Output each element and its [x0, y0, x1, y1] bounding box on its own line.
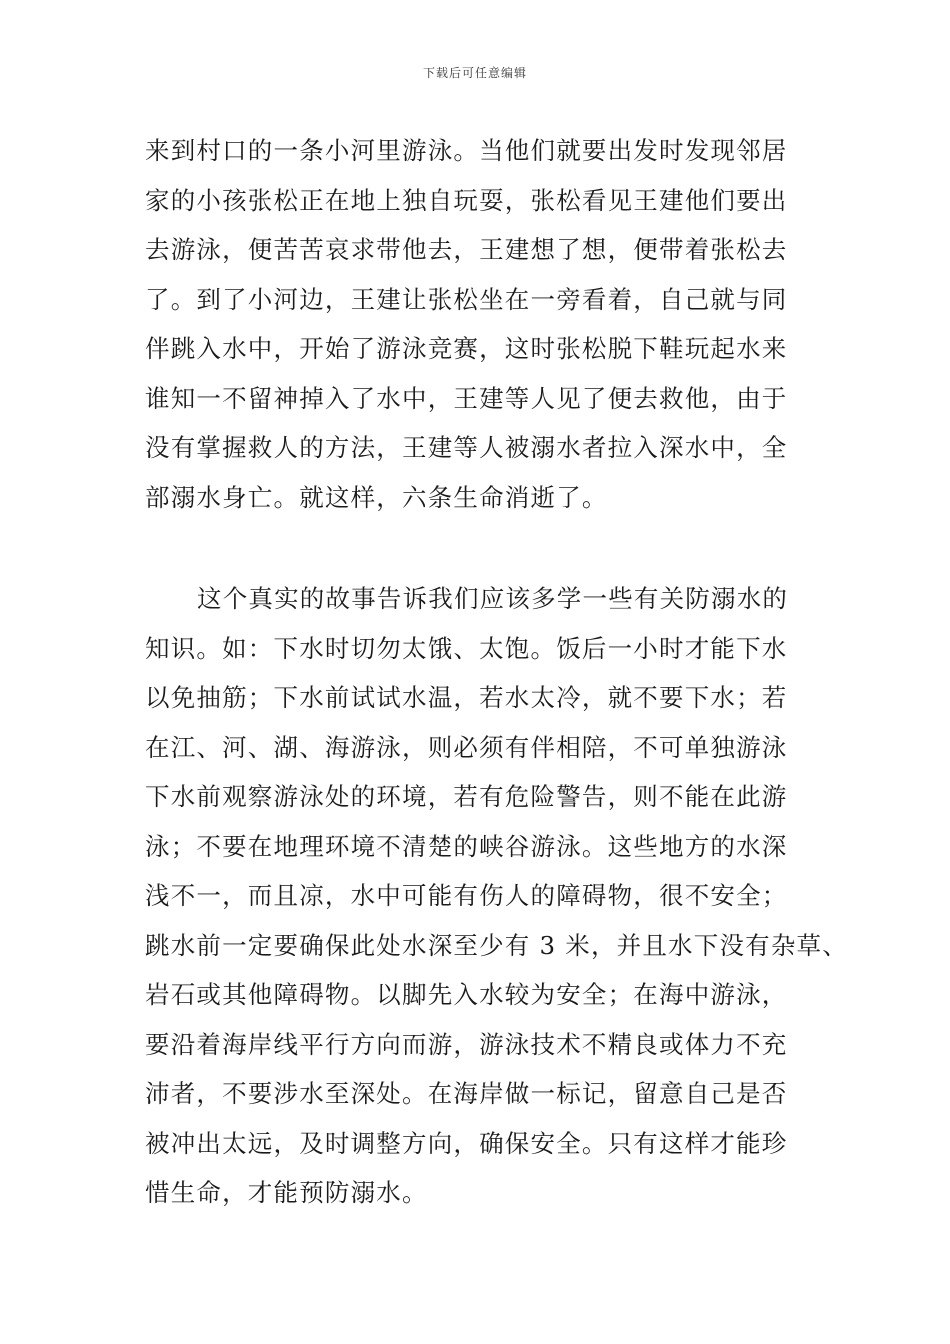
text-line: 跳水前一定要确保此处水深至少有 3 米，并且水下没有杂草、 — [145, 930, 848, 960]
text-line: 沛者，不要涉水至深处。在海岸做一标记，留意自己是否 — [145, 1079, 788, 1108]
text-line: 被冲出太远，及时调整方向，确保安全。只有这样才能珍 — [145, 1128, 788, 1158]
text-line: 岩石或其他障碍物。以脚先入水较为安全；在海中游泳， — [145, 980, 788, 1009]
text-line-indented: 这个真实的故事告诉我们应该多学一些有关防溺水的 — [197, 584, 789, 613]
text-line: 知识。如：下水时切勿太饿、太饱。饭后一小时才能下水 — [145, 633, 788, 663]
paragraph-1 — [145, 126, 825, 522]
text-line: 谁知一不留神掉入了水中，王建等人见了便去救他，由于 — [145, 383, 788, 413]
page-header: 下载后可任意编辑 — [422, 66, 527, 80]
text-line: 部溺水身亡。就这样，六条生命消逝了。 — [145, 482, 608, 512]
text-line: 要沿着海岸线平行方向而游，游泳技术不精良或体力不充 — [145, 1029, 788, 1059]
text-line: 家的小孩张松正在地上独自玩耍，张松看见王建他们要出 — [145, 185, 788, 215]
text-line: 浅不一，而且凉，水中可能有伤人的障碍物，很不安全； — [145, 881, 788, 910]
text-line: 泳；不要在地理环境不清楚的峡谷游泳。这些地方的水深 — [145, 831, 788, 861]
text-line: 伴跳入水中，开始了游泳竞赛，这时张松脱下鞋玩起水来 — [145, 334, 788, 363]
text-line: 去游泳，便苦苦哀求带他去，王建想了想，便带着张松去 — [145, 235, 788, 264]
text-line: 来到村口的一条小河里游泳。当他们就要出发时发现邻居 — [145, 136, 788, 165]
text-line: 惜生命，才能预防溺水。 — [145, 1178, 428, 1207]
text-line: 没有掌握救人的方法，王建等人被溺水者拉入深水中，全 — [145, 433, 788, 462]
text-line: 在江、河、湖、海游泳，则必须有伴相陪，不可单独游泳 — [145, 732, 788, 762]
paragraph-2 — [145, 574, 848, 1218]
text-line: 以免抽筋；下水前试试水温，若水太冷，就不要下水；若 — [145, 683, 788, 712]
text-line: 了。到了小河边，王建让张松坐在一旁看着，自己就与同 — [145, 284, 788, 314]
text-line: 下水前观察游泳处的环境，若有危险警告，则不能在此游 — [145, 782, 788, 811]
